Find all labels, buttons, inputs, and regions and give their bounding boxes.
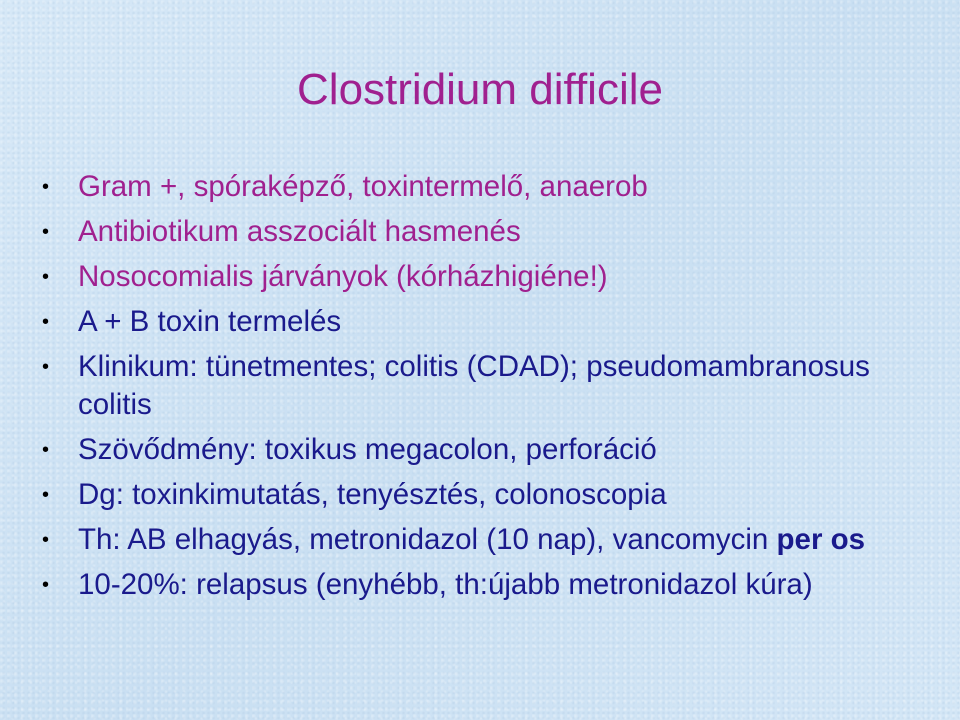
bullet-item (42, 566, 932, 604)
bullet-icon: • (42, 439, 50, 461)
bullet-text: Dg: toxinkimutatás, tenyésztés, colonoscopia (78, 478, 667, 511)
bullet-icon: • (42, 529, 50, 551)
bullet-item (42, 521, 932, 559)
bullet-icon: • (42, 311, 50, 333)
bullet-icon: • (42, 574, 50, 596)
bullet-text: Szövődmény: toxikus megacolon, perforáció (78, 433, 657, 466)
bullet-text-main: Th: AB elhagyás, metronidazol (10 nap), vancomycin (78, 523, 777, 556)
bullet-text: 10-20%: relapsus (enyhébb, th:újabb metronidazol kúra) (78, 568, 813, 601)
bullet-item (42, 303, 932, 341)
bullet-icon: • (42, 484, 50, 506)
bullet-icon: • (42, 221, 50, 243)
bullet-icon: • (42, 266, 50, 288)
bullet-item (42, 348, 932, 424)
bullet-item (42, 476, 932, 514)
bullet-icon: • (42, 356, 50, 378)
slide-title: Clostridium difficile (297, 65, 663, 114)
bullet-text: Klinikum: tünetmentes; colitis (CDAD); pseudomambranosus colitis (78, 350, 870, 421)
bullet-item (42, 168, 932, 206)
bullet-icon: • (42, 176, 50, 198)
bullet-text: Gram +, spóraképző, toxintermelő, anaerob (78, 170, 648, 203)
bullet-item (42, 431, 932, 469)
bullet-item (42, 258, 932, 296)
bullet-text (78, 523, 865, 556)
bullet-list (42, 168, 932, 611)
bullet-text: Antibiotikum asszociált hasmenés (78, 215, 521, 248)
bullet-text: A + B toxin termelés (78, 305, 342, 338)
bullet-item (42, 213, 932, 251)
bullet-text-emphasis: per os (776, 523, 866, 556)
bullet-text: Nosocomialis járványok (kórházhigiéne!) (78, 260, 608, 293)
